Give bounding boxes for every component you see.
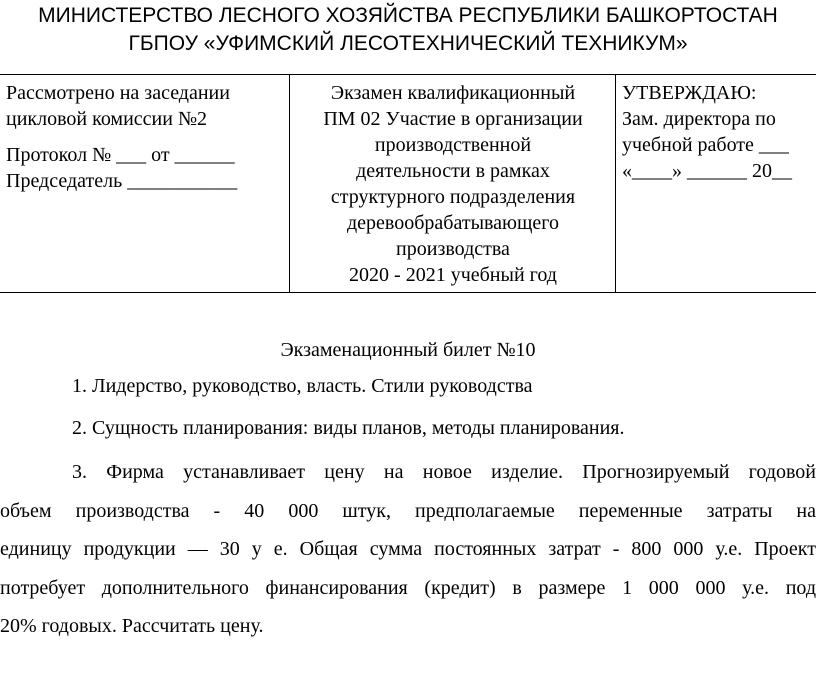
table-divider-left	[289, 74, 290, 293]
table-divider-right	[615, 74, 616, 293]
exam-line-6: деревообрабатывающего	[347, 212, 559, 234]
institution-name: ГБПОУ «УФИМСКИЙ ЛЕСОТЕХНИЧЕСКИЙ ТЕХНИКУМ»	[128, 32, 688, 55]
question-3-line-5: 20% годовых. Рассчитать цену.	[0, 615, 264, 637]
review-cell	[6, 80, 288, 194]
review-line-2: цикловой комиссии №2	[6, 108, 208, 130]
approval-cell	[622, 80, 816, 184]
exam-line-5: структурного подразделения	[330, 186, 576, 208]
question-3-line-1: 3. Фирма устанавливает цену на новое изделие. Прогнозируемый годовой	[72, 461, 816, 483]
review-line-1: Рассмотрено на заседании	[6, 82, 230, 104]
ticket-title: Экзаменационный билет №10	[280, 339, 536, 361]
question-3-line-2: объем производства - 40 000 штук, предполагаемые переменные затраты на	[0, 499, 816, 522]
document-header	[0, 2, 816, 58]
exam-line-1: Экзамен квалификационный	[330, 82, 576, 104]
question-3-line-4: потребует дополнительного финансирования (кредит) в размере 1 000 000 у.е. под	[0, 576, 816, 599]
exam-line-4: деятельности в рамках	[356, 160, 550, 182]
protocol-line: Протокол № ___ от ______	[6, 144, 235, 166]
approval-line-3: учебной работе ___	[622, 134, 789, 156]
table-top-border	[0, 74, 816, 75]
question-3	[0, 453, 816, 646]
exam-line-2: ПМ 02 Участие в организации	[323, 108, 583, 130]
table-bottom-border	[0, 292, 816, 293]
exam-line-3: производственной	[374, 134, 532, 156]
approval-date-line: «____» ______ 20__	[622, 160, 792, 182]
approval-heading: УТВЕРЖДАЮ:	[622, 82, 757, 104]
question-2: 2. Сущность планирования: виды планов, методы планирования.	[72, 417, 625, 439]
approval-line-2: Зам. директора по	[622, 108, 776, 130]
question-1: 1. Лидерство, руководство, власть. Стили руководства	[72, 375, 533, 397]
academic-year: 2020 - 2021 учебный год	[349, 264, 557, 286]
ministry-name: МИНИСТЕРСТВО ЛЕСНОГО ХОЗЯЙСТВА РЕСПУБЛИКИ БАШКОРТОСТАН	[38, 4, 778, 27]
chairman-line: Председатель ___________	[6, 170, 238, 192]
exam-info-cell	[294, 80, 612, 288]
exam-line-7: производства	[396, 238, 510, 260]
question-3-line-3: единицу продукции — 30 у е. Общая сумма постоянных затрат - 800 000 у.е. Проект	[0, 538, 816, 560]
